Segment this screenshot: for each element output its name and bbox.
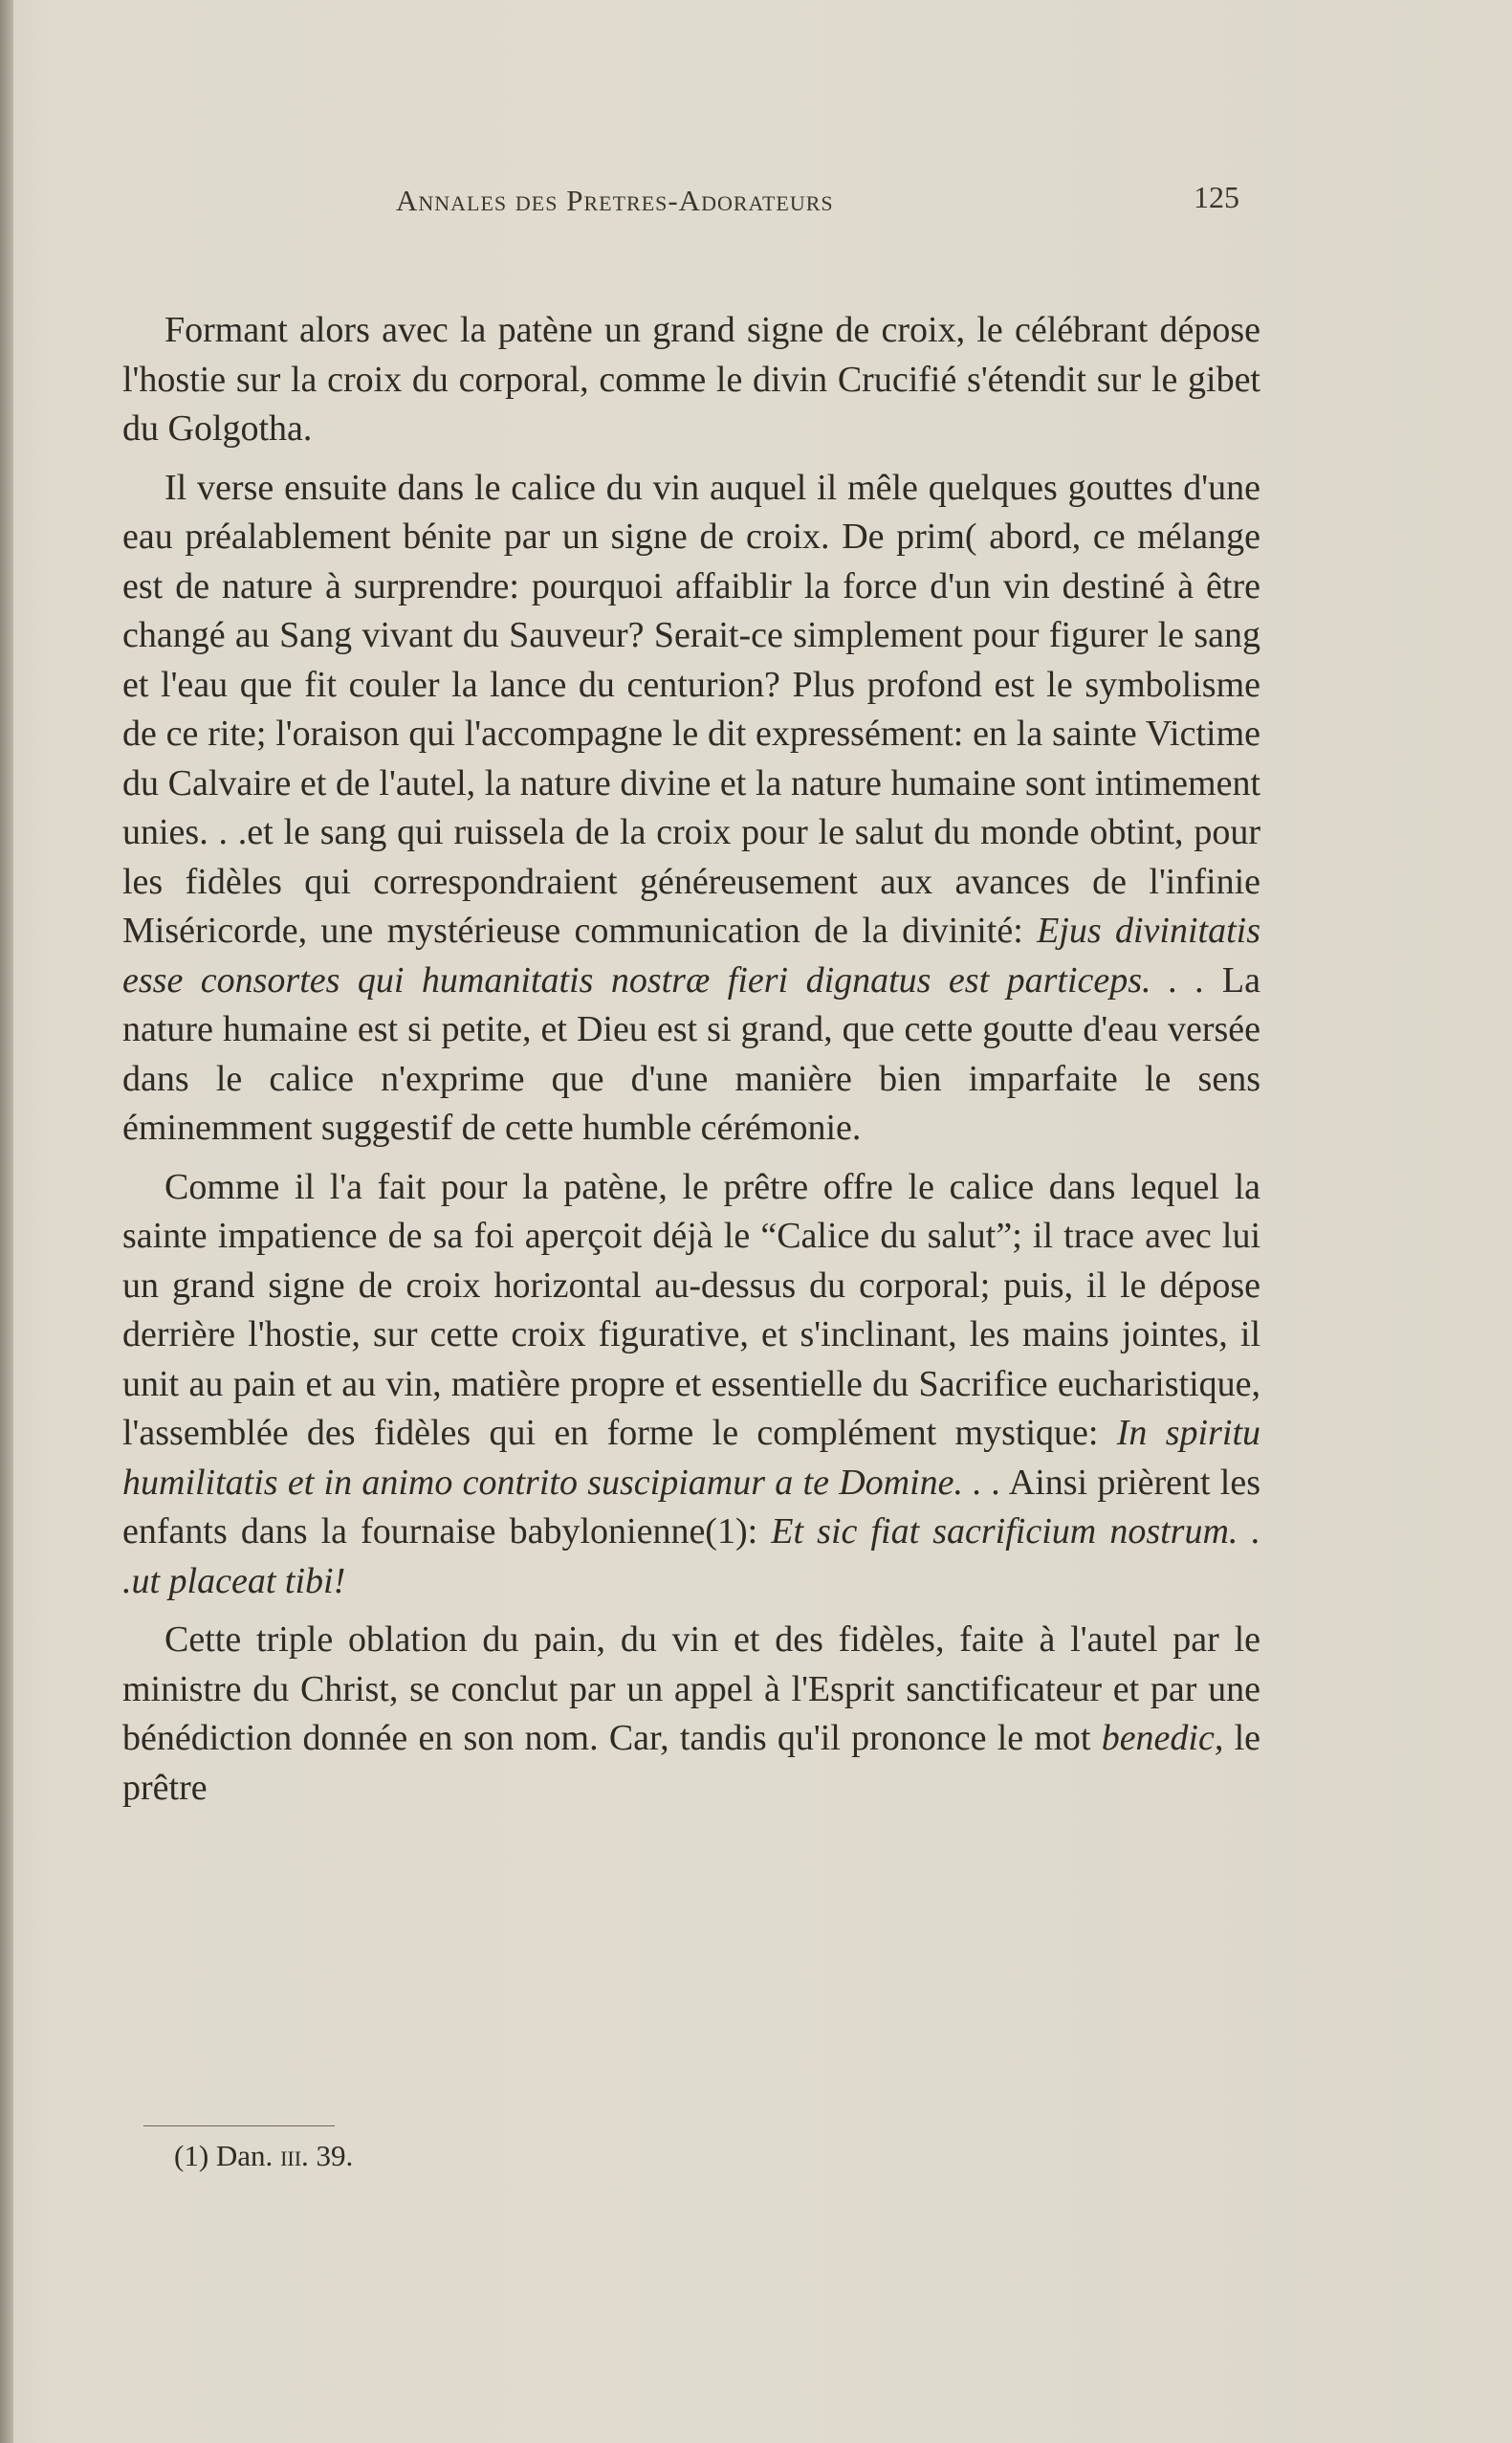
- text-run: le prêtre: [122, 1718, 1260, 1808]
- page-number: 125: [1194, 180, 1239, 214]
- footnote-ref: Dan.: [215, 2139, 274, 2172]
- footnote: [174, 2139, 353, 2173]
- paragraph-4: [122, 1616, 1260, 1813]
- text-run: Comme il l'a fait pour la patène, le prêtre offre le calice dans lequel la sainte impatience de sa foi aperçoit déjà le “Calice du salut”; il trace avec lui un grand signe de croix horizontal au-dessus du corporal; puis, il le dépose derrière l'hostie, sur cette croix figurative, et s'inclinant, les mains jointes, il unit au pain et au vin, matière propre et essentielle du Sacrifice eucharistique, l'assemblée des fidèles qui en forme le complément mystique:: [122, 1166, 1260, 1453]
- paragraph-1: [122, 306, 1260, 454]
- running-title: Annales des Pretres-Adorateurs: [396, 184, 834, 217]
- latin-quote: In spiritu humilitatis et in animo contrito suscipiamur a te Domine. . .: [122, 1413, 1260, 1503]
- text-run: Ainsi prièrent les enfants dans la fournaise babylonienne(1):: [122, 1462, 1260, 1552]
- footnote-marker: (1): [174, 2139, 209, 2172]
- text-run: La nature humaine est si petite, et Dieu est si grand, que cette goutte d'eau versée dans le calice n'exprime que d'une manière bien imparfaite le sens éminemment suggestif de cette humble cérémonie.: [122, 959, 1261, 1148]
- book-spine-shadow: [0, 0, 13, 2443]
- text-run: Cette triple oblation du pain, du vin et des fidèles, faite à l'autel par le ministre du Christ, se conclut par un appel à l'Esprit sanctificateur et par une bénédiction donnée en son nom. Car, tandis qu'il prononce le mot: [122, 1619, 1260, 1758]
- body-text: [122, 306, 1260, 1822]
- paragraph-2: [122, 464, 1260, 1154]
- footnote-book: iii.: [280, 2139, 309, 2172]
- footnote-verse: 39.: [316, 2139, 354, 2172]
- latin-quote: Et sic fiat sacrificium nostrum. . .ut placeat tibi!: [122, 1511, 1260, 1601]
- footnote-rule: [143, 2125, 335, 2126]
- text-run: Il verse ensuite dans le calice du vin auquel il mêle quelques gouttes d'une eau préalablement bénite par un signe de croix. De prim( abord, ce mélange est de nature à surprendre: pourquoi affaiblir la force d'un vin destiné à être changé au Sang vivant du Sauveur? Serait-ce simplement pour figurer le sang et l'eau que fit couler la lance du centurion? Plus profond est le symbolisme de ce rite; l'oraison qui l'accompagne le dit expressément: en la sainte Victime du Calvaire et de l'autel, la nature divine et la nature humaine sont intimement unies. . .et le sang qui ruissela de la croix pour le salut du monde obtint, pour les fidèles qui correspondraient généreusement aux avances de l'infinie Miséricorde, une mystérieuse communication de la divinité:: [122, 467, 1260, 951]
- latin-word: benedic,: [1101, 1718, 1224, 1758]
- paragraph-3: [122, 1163, 1260, 1607]
- text-run: Formant alors avec la patène un grand signe de croix, le célébrant dépose l'hostie sur la croix du corporal, comme le divin Crucifié s'étendit sur le gibet du Golgotha.: [122, 310, 1260, 449]
- latin-quote: Ejus divinitatis esse consortes qui humanitatis nostræ fieri dignatus est particeps. . .: [122, 911, 1260, 1001]
